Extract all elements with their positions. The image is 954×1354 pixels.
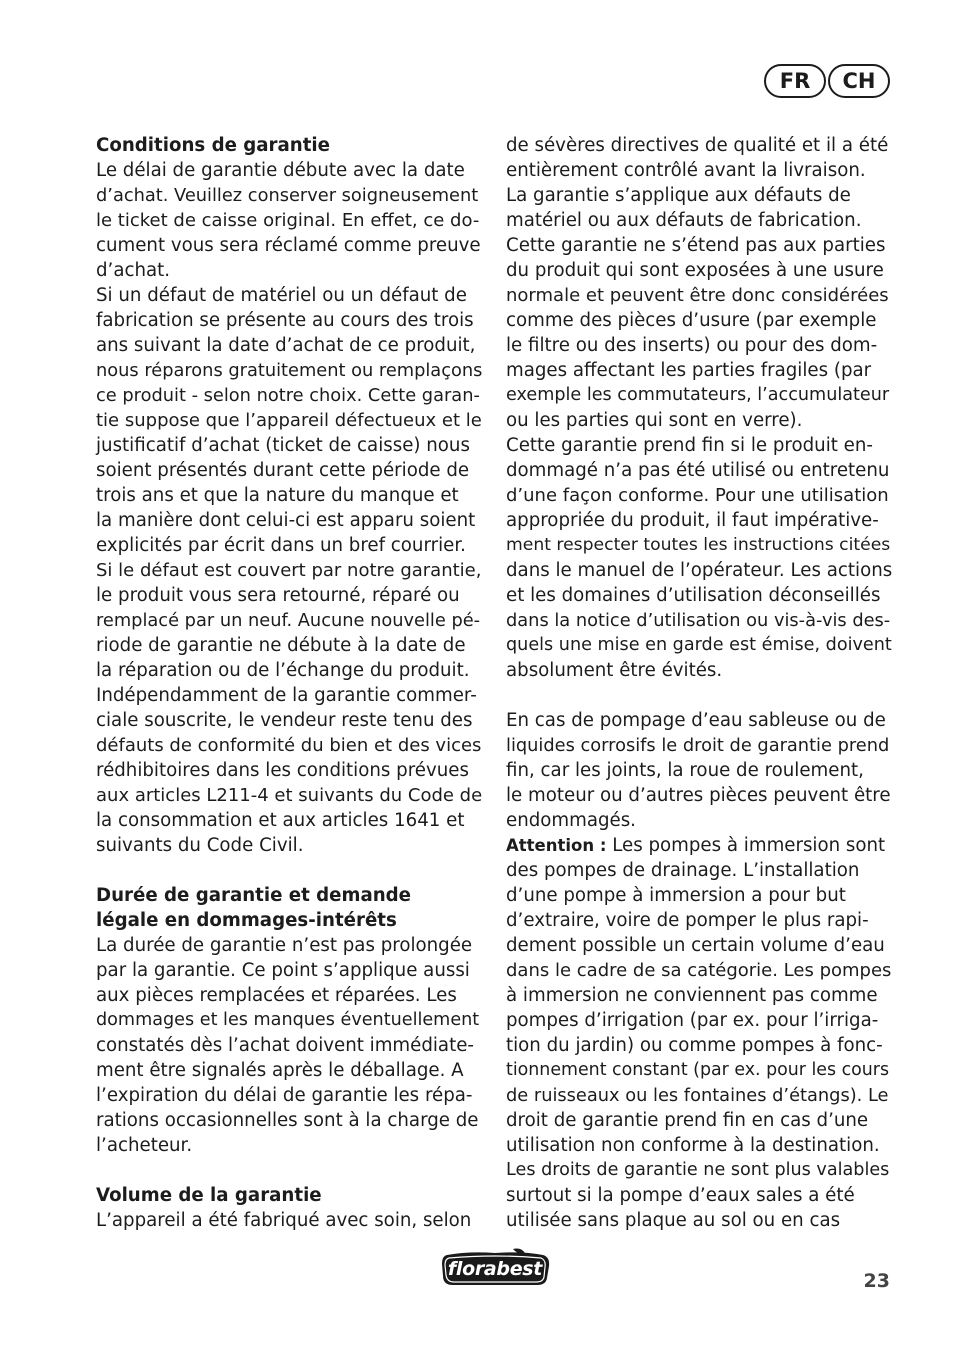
text-line: utilisation non conforme à la destination. bbox=[506, 1135, 880, 1156]
language-badge-fr: FR bbox=[764, 64, 826, 98]
text-line: le moteur ou d’autres pièces peuvent être bbox=[506, 785, 891, 806]
text-line: exemple les commutateurs, l’accumulateur bbox=[506, 385, 890, 405]
text-line: normale et peuvent être donc considérées bbox=[506, 285, 889, 306]
text-line: à immersion ne conviennent pas comme bbox=[506, 985, 878, 1006]
text-line: d’extraire, voire de pomper le plus rapi- bbox=[506, 910, 869, 931]
text-line: dans le manuel de l’opérateur. Les actions bbox=[506, 560, 893, 581]
text-line: d’achat. bbox=[96, 260, 171, 281]
text-line: utilisée sans plaque au sol ou en cas bbox=[506, 1210, 841, 1231]
text-line: rations occasionnelles sont à la charge de bbox=[96, 1110, 479, 1131]
text-line: défauts de conformité du bien et des vices bbox=[96, 735, 482, 756]
text-line: par la garantie. Ce point s’applique aussi bbox=[96, 960, 470, 981]
text-line: dans la notice d’utilisation ou vis-à-vis des- bbox=[506, 610, 891, 631]
text-line: justificatif d’achat (ticket de caisse) nous bbox=[96, 435, 470, 456]
text-line: le ticket de caisse original. En effet, ce do- bbox=[96, 210, 480, 231]
text-line: Si le défaut est couvert par notre garantie, bbox=[96, 560, 482, 581]
text-line: La durée de garantie n’est pas prolongée bbox=[96, 935, 473, 956]
paragraph-gap bbox=[96, 1158, 481, 1183]
text-line: tie suppose que l’appareil défectueux et le bbox=[96, 410, 482, 431]
text-line: l’expiration du délai de garantie les répa- bbox=[96, 1085, 473, 1106]
text-line: d’une façon conforme. Pour une utilisation bbox=[506, 485, 889, 506]
florabest-logo bbox=[439, 1248, 551, 1288]
text-line: nous réparons gratuitement ou remplaçons bbox=[96, 360, 483, 381]
text-line: cument vous sera réclamé comme preuve bbox=[96, 235, 481, 256]
text-line: l’acheteur. bbox=[96, 1135, 193, 1156]
language-badge-ch: CH bbox=[828, 64, 890, 98]
text-line: fabrication se présente au cours des trois bbox=[96, 310, 474, 331]
text-line: absolument être évités. bbox=[506, 660, 723, 681]
text-line: dans le cadre de sa catégorie. Les pompes bbox=[506, 960, 892, 981]
text-line: ciale souscrite, le vendeur reste tenu des bbox=[96, 710, 473, 731]
text-line: des pompes de drainage. L’installation bbox=[506, 860, 860, 881]
text-line: riode de garantie ne débute à la date de bbox=[96, 635, 466, 656]
text-line: le filtre ou des inserts) ou pour des dom- bbox=[506, 335, 878, 356]
text-line: liquides corrosifs le droit de garantie prend bbox=[506, 735, 890, 756]
paragraph-gap bbox=[96, 858, 481, 883]
right-text-column bbox=[506, 133, 891, 1233]
page-number: 23 bbox=[863, 1270, 890, 1292]
paragraph-gap bbox=[506, 683, 891, 708]
text-line: la manière dont celui-ci est apparu soient bbox=[96, 510, 476, 531]
text-line: En cas de pompage d’eau sableuse ou de bbox=[506, 710, 886, 731]
logo-wordmark: florabest bbox=[447, 1258, 543, 1280]
text-line: explicités par écrit dans un bref courrier. bbox=[96, 535, 466, 556]
text-line: aux pièces remplacées et réparées. Les bbox=[96, 985, 457, 1006]
text-line: comme des pièces d’usure (par exemple bbox=[506, 310, 877, 331]
text-line: quels une mise en garde est émise, doivent bbox=[506, 635, 892, 655]
text-line: appropriée du produit, il faut impérative- bbox=[506, 510, 879, 531]
left-text-column bbox=[96, 133, 481, 1233]
text-line: endommagés. bbox=[506, 810, 636, 831]
text-line: soient présentés durant cette période de bbox=[96, 460, 470, 481]
attention-label: Attention : bbox=[506, 836, 607, 855]
text-line: Si un défaut de matériel ou un défaut de bbox=[96, 285, 467, 306]
text-line: droit de garantie prend fin en cas d’une bbox=[506, 1110, 869, 1131]
section-heading: Durée de garantie et demande bbox=[96, 885, 412, 906]
text-line: dommagé n’a pas été utilisé ou entretenu bbox=[506, 460, 890, 481]
text-line: suivants du Code Civil. bbox=[96, 835, 304, 856]
text-line: d’une pompe à immersion a pour but bbox=[506, 885, 846, 906]
text-line: La garantie s’applique aux défauts de bbox=[506, 185, 851, 206]
text-line bbox=[506, 833, 891, 858]
section-heading: légale en dommages-intérêts bbox=[96, 910, 397, 931]
section-heading: Volume de la garantie bbox=[96, 1185, 322, 1206]
text-line: rédhibitoires dans les conditions prévues bbox=[96, 760, 469, 781]
text-line: la réparation ou de l’échange du produit. bbox=[96, 660, 470, 681]
text-line: Le délai de garantie débute avec la date bbox=[96, 160, 465, 181]
text-line: le produit vous sera retourné, réparé ou bbox=[96, 585, 460, 606]
text-line: constatés dès l’achat doivent immédiate- bbox=[96, 1035, 474, 1056]
text-line: ce produit - selon notre choix. Cette garan- bbox=[96, 385, 480, 406]
text-line: aux articles L211-4 et suivants du Code de bbox=[96, 785, 483, 806]
text-line: d’achat. Veuillez conserver soigneusement bbox=[96, 185, 479, 206]
text-line: de sévères directives de qualité et il a été bbox=[506, 135, 889, 156]
text-line: Cette garantie ne s’étend pas aux parties bbox=[506, 235, 886, 256]
text-line: ou les parties qui sont en verre). bbox=[506, 410, 803, 431]
text-line: la consommation et aux articles 1641 et bbox=[96, 810, 465, 831]
text-line: L’appareil a été fabriqué avec soin, selon bbox=[96, 1210, 472, 1231]
text-line: remplacé par un neuf. Aucune nouvelle pé- bbox=[96, 610, 481, 631]
text-line: pompes d’irrigation (par ex. pour l’irriga- bbox=[506, 1010, 879, 1031]
text-line: du produit qui sont exposées à une usure bbox=[506, 260, 884, 281]
text-line: Les droits de garantie ne sont plus valables bbox=[506, 1160, 890, 1180]
text-line: de ruisseaux ou les fontaines d’étangs). Le bbox=[506, 1085, 889, 1106]
text-line: trois ans et que la nature du manque et bbox=[96, 485, 459, 506]
text-line: mages affectant les parties fragiles (par bbox=[506, 360, 872, 381]
text-line: Cette garantie prend fin si le produit en- bbox=[506, 435, 873, 456]
text-line: dement possible un certain volume d’eau bbox=[506, 935, 885, 956]
text-line: Indépendamment de la garantie commer- bbox=[96, 685, 477, 706]
text-line-rest: Les pompes à immersion sont bbox=[606, 835, 886, 856]
text-line: matériel ou aux défauts de fabrication. bbox=[506, 210, 862, 231]
text-line: ment respecter toutes les instructions citées bbox=[506, 535, 891, 555]
text-line: fin, car les joints, la roue de roulement, bbox=[506, 760, 864, 781]
text-line: surtout si la pompe d’eaux sales a été bbox=[506, 1185, 855, 1206]
text-line: entièrement contrôlé avant la livraison. bbox=[506, 160, 866, 181]
text-line: tion du jardin) ou comme pompes à fonc- bbox=[506, 1035, 883, 1056]
text-line: et les domaines d’utilisation déconseillés bbox=[506, 585, 881, 606]
text-line: ans suivant la date d’achat de ce produit, bbox=[96, 335, 476, 356]
text-line: tionnement constant (par ex. pour les cours bbox=[506, 1060, 890, 1080]
text-line: ment être signalés après le déballage. A bbox=[96, 1060, 464, 1081]
text-line: dommages et les manques éventuellement bbox=[96, 1010, 480, 1030]
section-heading: Conditions de garantie bbox=[96, 135, 331, 156]
